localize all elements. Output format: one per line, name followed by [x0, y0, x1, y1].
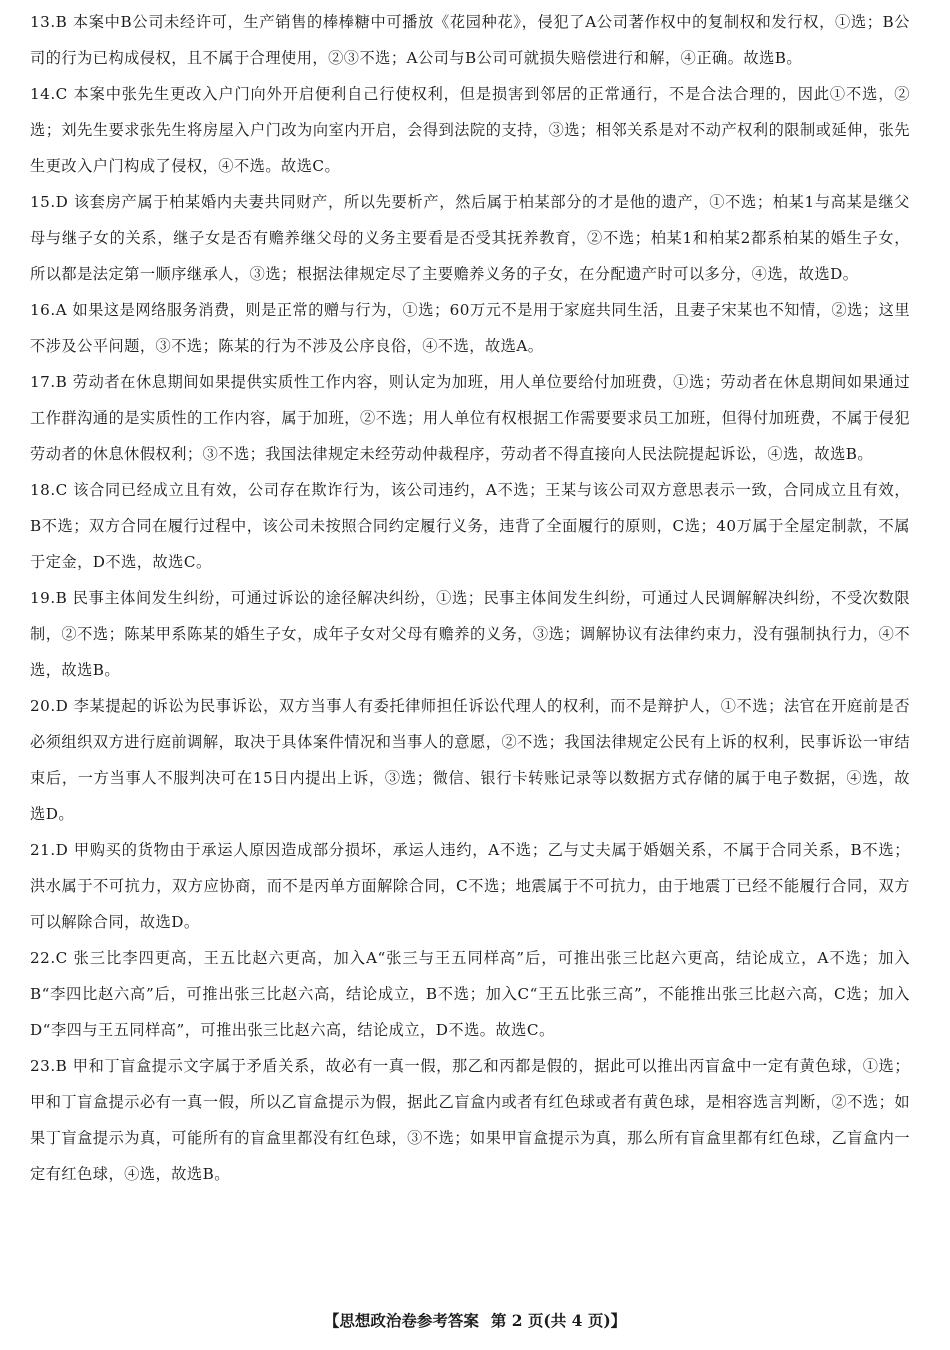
answer-explanation: 该套房产属于柏某婚内夫妻共同财产，所以先要析产，然后属于柏某部分的才是他的遗产，①不选；柏某1与高某是继父母与继子女的关系，继子女是否有赡养继父母的义务主要看是否受其抚养教育，②不选；柏某1和柏某2都系柏某的婚生子女，所以都是法定第一顺序继承人，③选；根据法律规定尽了主要赡养义务的子女，在分配遗产时可以多分，④选，故选D。	[30, 193, 910, 283]
answer-item-14	[30, 76, 910, 184]
answer-explanation: 甲和丁盲盒提示文字属于矛盾关系，故必有一真一假，那乙和丙都是假的，据此可以推出丙盲盒中一定有黄色球，①选；甲和丁盲盒提示必有一真一假，所以乙盲盒提示为假，据此乙盲盒内或者有红色球或者有黄色球，是相容选言判断，②不选；如果丁盲盒提示为真，可能所有的盲盒里都没有红色球，③不选；如果甲盲盒提示为真，那么所有盲盒里都有红色球，乙盲盒内一定有红色球，④选，故选B。	[30, 1057, 911, 1183]
footer-title: 【思想政治卷参考答案	[323, 1311, 479, 1330]
answer-explanation: 甲购买的货物由于承运人原因造成部分损坏，承运人违约，A不选；乙与丈夫属于婚姻关系，不属于合同关系，B不选；洪水属于不可抗力，双方应协商，而不是丙单方面解除合同，C不选；地震属于不可抗力，由于地震丁已经不能履行合同，双方可以解除合同，故选D。	[30, 841, 910, 931]
answer-number: 19.B	[30, 589, 68, 607]
answer-number: 16.A	[30, 301, 68, 319]
answer-item-18	[30, 472, 910, 580]
answer-explanation: 劳动者在休息期间如果提供实质性工作内容，则认定为加班，用人单位要给付加班费，①选；劳动者在休息期间如果通过工作群沟通的是实质性的工作内容，属于加班，②不选；用人单位有权根据工作需要要求员工加班，但得付加班费，不属于侵犯劳动者的休息休假权利；③不选；我国法律规定未经劳动仲裁程序，劳动者不得直接向人民法院提起诉讼，④选，故选B。	[30, 373, 911, 463]
answer-item-20	[30, 688, 910, 832]
answer-explanation: 民事主体间发生纠纷，可通过诉讼的途径解决纠纷，①选；民事主体间发生纠纷，可通过人民调解解决纠纷，不受次数限制，②不选；陈某甲系陈某的婚生子女，成年子女对父母有赡养的义务，③选；调解协议有法律约束力，没有强制执行力，④不选，故选B。	[30, 589, 911, 679]
answer-number: 23.B	[30, 1057, 68, 1075]
page-footer	[0, 1306, 950, 1336]
answer-explanation: 本案中B公司未经许可，生产销售的棒棒糖中可播放《花园种花》，侵犯了A公司著作权中的复制权和发行权，①选；B公司的行为已构成侵权，且不属于合理使用，②③不选；A公司与B公司可就损失赔偿进行和解，④正确。故选B。	[30, 13, 910, 67]
answer-item-13	[30, 4, 910, 76]
answer-number: 14.C	[30, 85, 68, 103]
answer-number: 20.D	[30, 697, 69, 715]
answer-number: 15.D	[30, 193, 69, 211]
answer-item-16	[30, 292, 910, 364]
answer-number: 18.C	[30, 481, 68, 499]
answer-number: 22.C	[30, 949, 68, 967]
answer-item-19	[30, 580, 910, 688]
answer-item-23	[30, 1048, 910, 1192]
answer-explanation: 如果这是网络服务消费，则是正常的赠与行为，①选；60万元不是用于家庭共同生活，且妻子宋某也不知情，②选；这里不涉及公平问题，③不选；陈某的行为不涉及公序良俗，④不选，故选A。	[30, 301, 911, 355]
answer-item-21	[30, 832, 910, 940]
answer-explanation: 张三比李四更高，王五比赵六更高，加入A“张三与王五同样高”后，可推出张三比赵六更高，结论成立，A不选；加入B“李四比赵六高”后，可推出张三比赵六高，结论成立，B不选；加入C“王五比张三高”，不能推出张三比赵六高，C选；加入D“李四与王五同样高”，可推出张三比赵六高，结论成立，D不选。故选C。	[30, 949, 911, 1039]
answer-item-15	[30, 184, 910, 292]
answer-list	[30, 0, 910, 1192]
answer-explanation: 李某提起的诉讼为民事诉讼，双方当事人有委托律师担任诉讼代理人的权利，而不是辩护人，①不选；法官在开庭前是否必须组织双方进行庭前调解，取决于具体案件情况和当事人的意愿，②不选；我国法律规定公民有上诉的权利，民事诉讼一审结束后，一方当事人不服判决可在15日内提出上诉，③选；微信、银行卡转账记录等以数据方式存储的属于电子数据，④选，故选D。	[30, 697, 911, 823]
answer-number: 13.B	[30, 13, 68, 31]
answer-explanation: 该合同已经成立且有效，公司存在欺诈行为，该公司违约，A不选；王某与该公司双方意思表示一致，合同成立且有效，B不选；双方合同在履行过程中，该公司未按照合同约定履行义务，违背了全面履行的原则，C选；40万属于全屋定制款，不属于定金，D不选，故选C。	[30, 481, 911, 571]
answer-number: 17.B	[30, 373, 68, 391]
answer-explanation: 本案中张先生更改入户门向外开启便利自己行使权利，但是损害到邻居的正常通行，不是合法合理的，因此①不选，②选；刘先生要求张先生将房屋入户门改为向室内开启，会得到法院的支持，③选；相邻关系是对不动产权利的限制或延伸，张先生更改入户门构成了侵权，④不选。故选C。	[30, 85, 910, 175]
answer-item-17	[30, 364, 910, 472]
answer-item-22	[30, 940, 910, 1048]
page-number: 第 2 页(共 4 页)】	[490, 1311, 627, 1330]
answer-number: 21.D	[30, 841, 69, 859]
